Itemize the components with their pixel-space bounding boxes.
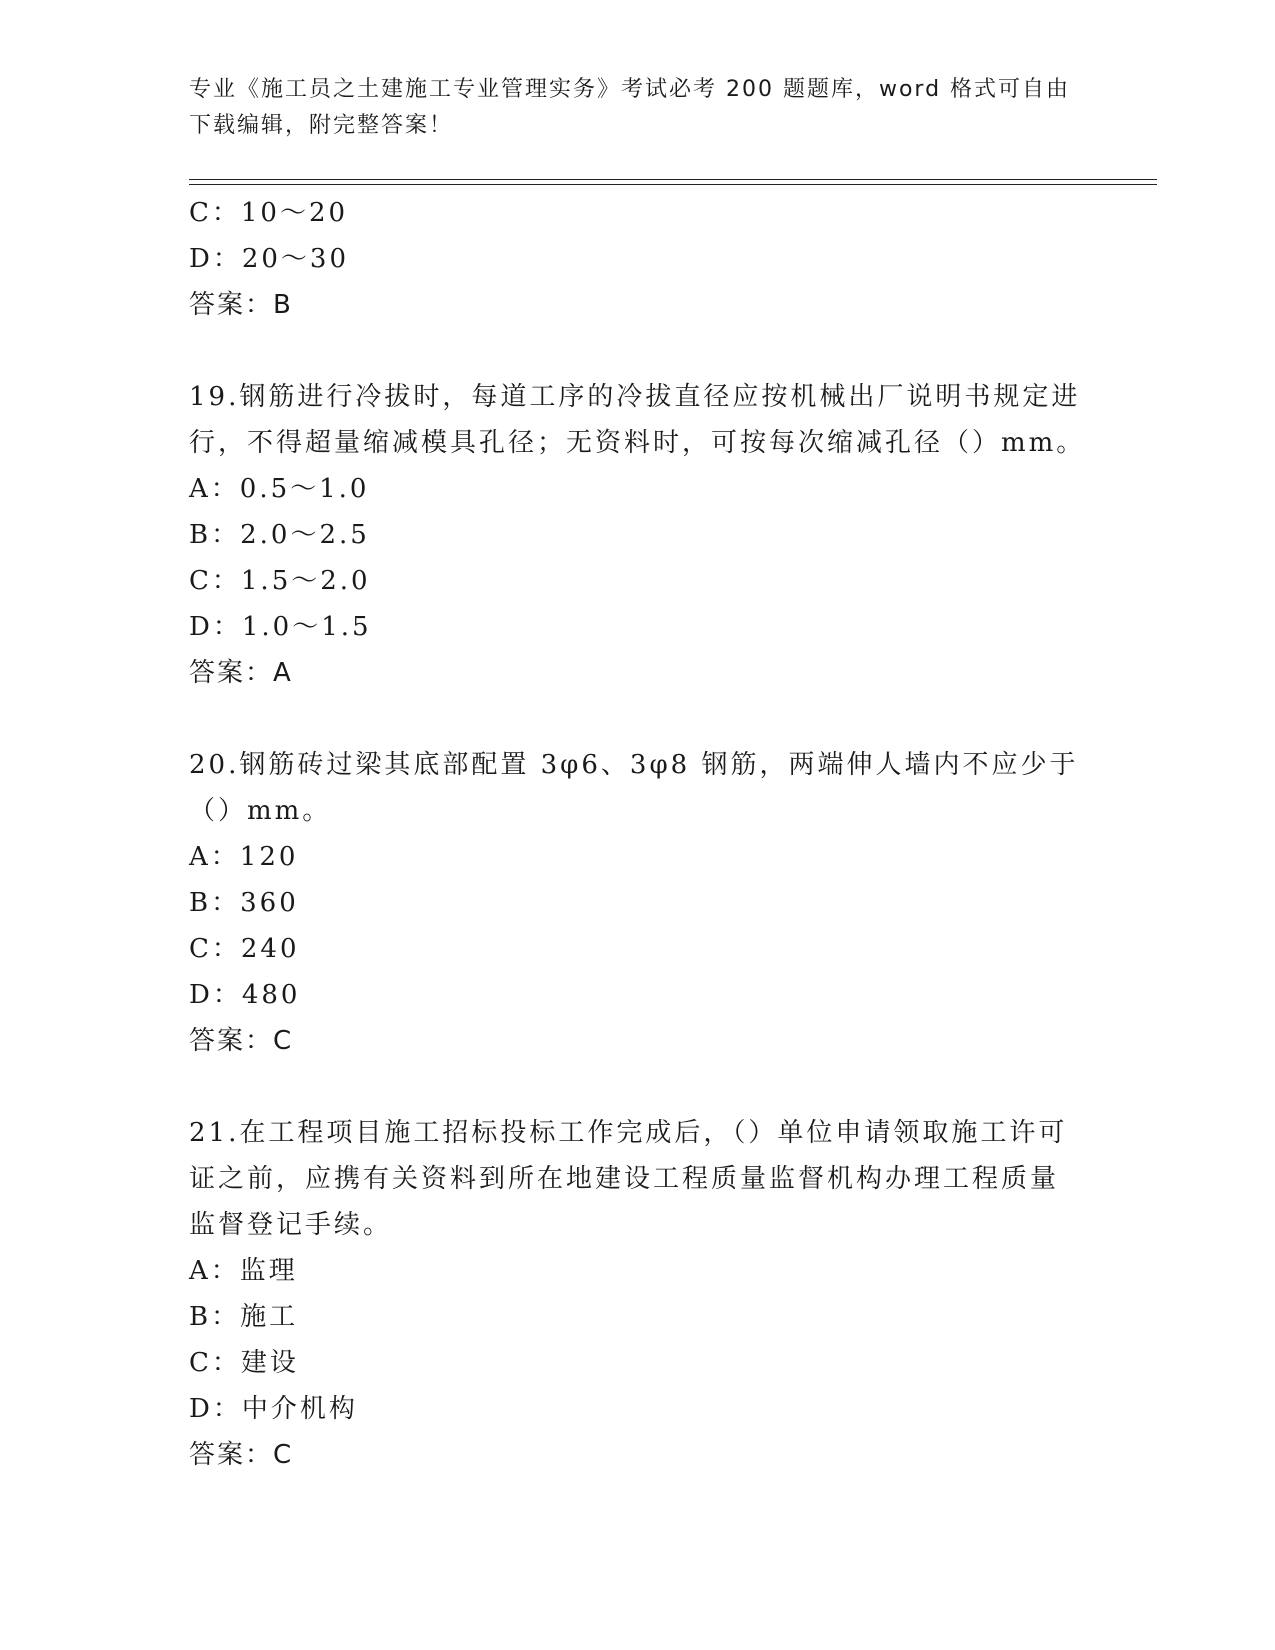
answer-line: 答案：B	[189, 290, 293, 320]
stem-line: 19.钢筋进行冷拔时，每道工序的冷拔直径应按机械出厂说明书规定进	[189, 382, 1081, 412]
stem-line: （）mm。	[189, 796, 332, 826]
stem-line: 20.钢筋砖过梁其底部配置 3φ6、3φ8 钢筋，两端伸人墙内不应少于	[189, 750, 1079, 780]
question-21	[189, 1110, 1089, 1478]
prev-question-tail	[189, 190, 1089, 328]
header-line-2: 下载编辑，附完整答案！	[189, 113, 454, 138]
stem-line: 证之前，应携有关资料到所在地建设工程质量监督机构办理工程质量	[189, 1164, 1060, 1194]
option-b: B：2.0～2.5	[189, 520, 370, 550]
question-stem	[189, 374, 1089, 466]
option-b: B：360	[189, 888, 299, 918]
question-20	[189, 742, 1089, 1064]
header-divider-bottom	[189, 184, 1157, 185]
stem-line: 21.在工程项目施工招标投标工作完成后，（）单位申请领取施工许可	[189, 1118, 1068, 1148]
option-d: D：中介机构	[189, 1394, 358, 1424]
option-d: D：1.0～1.5	[189, 612, 372, 642]
stem-line: 监督登记手续。	[189, 1210, 393, 1240]
option-d: D：480	[189, 980, 301, 1010]
page-header	[189, 72, 1089, 144]
option-c: C：240	[189, 934, 300, 964]
answer-line: 答案：C	[189, 1440, 294, 1470]
option-c: C：1.5～2.0	[189, 566, 371, 596]
option-a: A：0.5～1.0	[189, 474, 370, 504]
option-d: D：20～30	[189, 244, 350, 274]
option-c: C：10～20	[189, 198, 349, 228]
option-c: C：建设	[189, 1348, 299, 1378]
header-line-1: 专业《施工员之土建施工专业管理实务》考试必考 200 题题库，word 格式可自由	[189, 77, 1071, 102]
question-19	[189, 374, 1089, 696]
document-body	[189, 190, 1089, 1478]
option-a: A：监理	[189, 1256, 298, 1286]
stem-line: 行，不得超量缩减模具孔径；无资料时，可按每次缩减孔径（）mm。	[189, 428, 1086, 458]
header-divider-top	[189, 179, 1157, 180]
option-b: B：施工	[189, 1302, 299, 1332]
answer-line: 答案：A	[189, 658, 293, 688]
answer-line: 答案：C	[189, 1026, 294, 1056]
option-a: A：120	[189, 842, 299, 872]
question-stem	[189, 1110, 1089, 1248]
question-stem	[189, 742, 1089, 834]
